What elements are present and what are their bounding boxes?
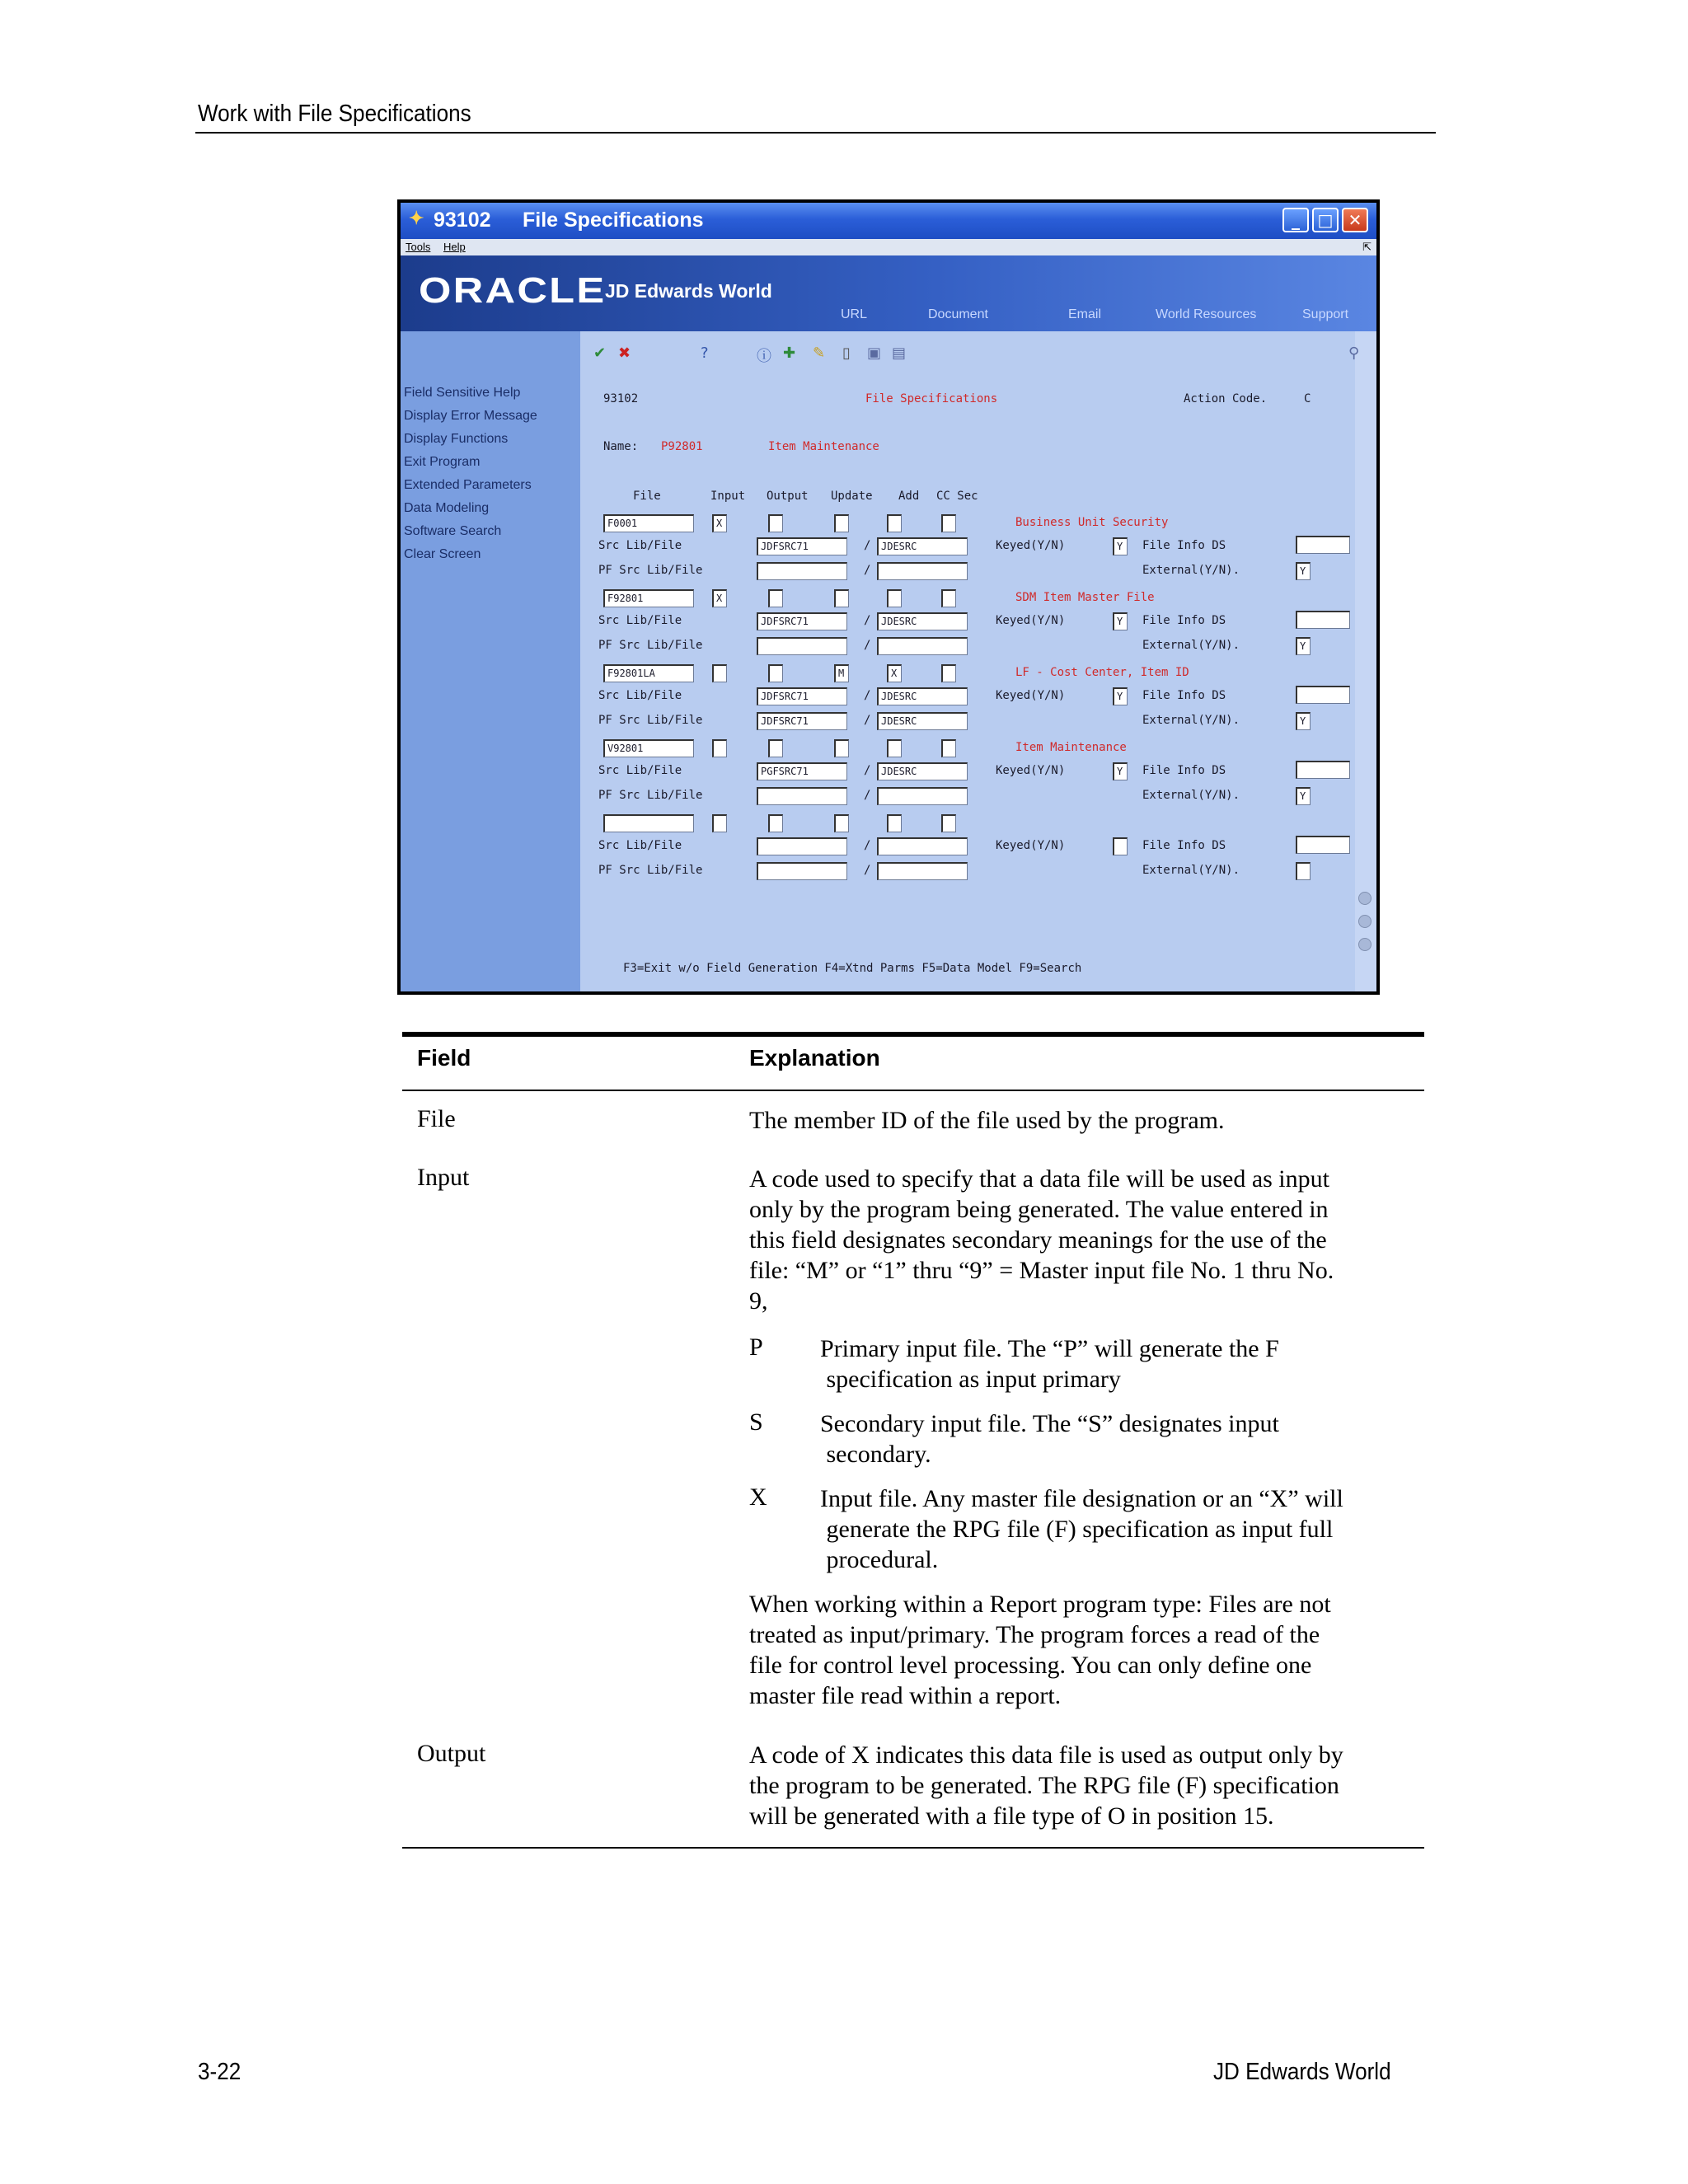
slash-separator: / <box>864 539 871 552</box>
text-line: A code used to specify that a data file will be used as input <box>749 1165 1329 1193</box>
oracle-logo: ORACLE <box>419 270 607 311</box>
text-line: master file read within a report. <box>749 1682 1062 1709</box>
link-email[interactable]: Email <box>1068 307 1102 321</box>
menu-help[interactable]: Help <box>443 241 466 253</box>
col-header-update: Update <box>831 490 873 503</box>
link-document[interactable]: Document <box>928 307 988 321</box>
keyed-field[interactable]: Y <box>1113 612 1128 630</box>
name-label: Name: <box>603 440 639 453</box>
pf-src-file-field[interactable] <box>877 787 968 805</box>
src-lib-field[interactable]: JDFSRC71 <box>757 537 847 555</box>
brand-banner <box>401 255 1376 331</box>
file-info-ds-label: File Info DS <box>1142 614 1226 627</box>
page-header: Work with File Specifications <box>198 101 471 127</box>
input-code-x-text <box>820 1483 1414 1575</box>
input-code-p: P <box>749 1333 763 1361</box>
input-code-s: S <box>749 1408 763 1436</box>
pf-src-lib-file-label: PF Src Lib/File <box>598 639 703 652</box>
explanation-output <box>749 1740 1409 1831</box>
footer-title: JD Edwards World <box>1213 2059 1391 2085</box>
file-info-ds-field[interactable] <box>1296 536 1350 554</box>
external-field[interactable]: Y <box>1296 562 1311 580</box>
input-flag-field[interactable]: X <box>712 514 727 532</box>
file-info-ds-field[interactable] <box>1296 611 1350 629</box>
add-plus-icon[interactable]: ✚ <box>783 344 796 362</box>
cancel-x-icon[interactable]: ✖ <box>618 344 631 362</box>
update-flag-field[interactable] <box>834 739 849 757</box>
file-description: LF - Cost Center, Item ID <box>1015 666 1189 679</box>
file-description: Business Unit Security <box>1015 516 1169 529</box>
text-line: 9, <box>749 1287 768 1315</box>
add-flag-field[interactable] <box>887 589 902 607</box>
update-flag-field[interactable] <box>834 514 849 532</box>
input-flag-field[interactable] <box>712 739 727 757</box>
action-code-label: Action Code. <box>1184 392 1268 405</box>
external-label: External(Y/N). <box>1142 789 1240 802</box>
src-file-field[interactable]: JDESRC <box>877 687 968 705</box>
src-lib-field[interactable]: JDFSRC71 <box>757 612 847 630</box>
update-flag-field[interactable]: M <box>834 664 849 682</box>
cc-sec-flag-field[interactable] <box>941 514 956 532</box>
update-flag-field[interactable] <box>834 814 849 832</box>
keyed-label: Keyed(Y/N) <box>996 539 1066 552</box>
external-label: External(Y/N). <box>1142 639 1240 652</box>
file-info-ds-label: File Info DS <box>1142 839 1226 852</box>
external-label: External(Y/N). <box>1142 864 1240 877</box>
keyed-field[interactable]: Y <box>1113 762 1128 780</box>
pf-src-lib-field[interactable] <box>757 562 847 580</box>
input-code-s-text <box>820 1408 1414 1469</box>
text-line: Secondary input file. The “S” designates input <box>820 1410 1279 1437</box>
link-world-resources[interactable]: World Resources <box>1156 307 1257 321</box>
left-menu-clear-screen[interactable]: Clear Screen <box>404 547 481 561</box>
input-code-p-text <box>820 1333 1414 1394</box>
slash-separator: / <box>864 714 871 727</box>
pf-src-lib-field[interactable]: JDFSRC71 <box>757 712 847 730</box>
text-line: the program to be generated. The RPG file (F) specification <box>749 1772 1339 1799</box>
external-field[interactable]: Y <box>1296 712 1311 730</box>
pf-src-file-field[interactable] <box>877 562 968 580</box>
add-flag-field[interactable] <box>887 514 902 532</box>
menu-tools[interactable]: Tools <box>406 241 431 253</box>
keyed-field[interactable] <box>1113 837 1128 855</box>
file-name-field[interactable] <box>603 814 694 832</box>
text-line: only by the program being generated. The value entered in <box>749 1196 1329 1223</box>
slash-separator: / <box>864 789 871 802</box>
add-flag-field[interactable] <box>887 814 902 832</box>
left-menu-data-modeling[interactable]: Data Modeling <box>404 501 490 515</box>
text-line: procedural. <box>820 1546 939 1573</box>
src-lib-file-label: Src Lib/File <box>598 764 682 777</box>
src-lib-file-label: Src Lib/File <box>598 539 682 552</box>
page-number: 3-22 <box>198 2059 241 2085</box>
header-rule <box>195 132 1436 134</box>
file-description: Item Maintenance <box>1015 741 1127 754</box>
src-lib-file-label: Src Lib/File <box>598 614 682 627</box>
zoom-icon[interactable] <box>1358 938 1372 951</box>
file-name-field[interactable]: F92801 <box>603 589 694 607</box>
file-name-field[interactable]: F92801LA <box>603 664 694 682</box>
output-flag-field[interactable] <box>768 664 783 682</box>
input-flag-field[interactable] <box>712 814 727 832</box>
field-name-output: Output <box>417 1740 486 1767</box>
text-line: When working within a Report program type: Files are not <box>749 1591 1331 1618</box>
table-header-explanation: Explanation <box>749 1045 880 1071</box>
app-star-icon: ✦ <box>409 208 424 228</box>
cc-sec-flag-field[interactable] <box>941 589 956 607</box>
slash-separator: / <box>864 689 871 702</box>
file-description: SDM Item Master File <box>1015 591 1155 604</box>
src-file-field[interactable]: JDESRC <box>877 762 968 780</box>
table-bottom-rule <box>402 1847 1424 1849</box>
close-button[interactable]: ✕ <box>1342 208 1368 232</box>
col-header-cc-sec: CC Sec <box>936 490 978 503</box>
action-code-value[interactable]: C <box>1304 392 1311 405</box>
pf-src-file-field[interactable] <box>877 637 968 655</box>
input-code-x: X <box>749 1483 767 1511</box>
table-top-rule <box>402 1032 1424 1037</box>
table-header-rule <box>402 1090 1424 1091</box>
text-line: this field designates secondary meanings for the use of the <box>749 1226 1327 1254</box>
left-menu-extended-parameters[interactable]: Extended Parameters <box>404 478 532 492</box>
slash-separator: / <box>864 614 871 627</box>
pf-src-lib-file-label: PF Src Lib/File <box>598 864 703 877</box>
cc-sec-flag-field[interactable] <box>941 814 956 832</box>
text-line: secondary. <box>820 1441 931 1468</box>
keyed-label: Keyed(Y/N) <box>996 839 1066 852</box>
window-title: File Specifications <box>523 209 704 232</box>
col-header-output: Output <box>767 490 809 503</box>
keyed-field[interactable]: Y <box>1113 687 1128 705</box>
keyed-field[interactable]: Y <box>1113 537 1128 555</box>
col-header-input: Input <box>710 490 746 503</box>
output-flag-field[interactable] <box>768 739 783 757</box>
ok-check-icon[interactable]: ✔ <box>593 344 607 362</box>
explanation-file: The member ID of the file used by the program. <box>749 1107 1225 1134</box>
scroll-down-icon[interactable] <box>1358 915 1372 928</box>
name-value[interactable]: P92801 <box>661 440 703 453</box>
input-flag-field[interactable]: X <box>712 589 727 607</box>
left-menu-field-sensitive-help[interactable]: Field Sensitive Help <box>404 386 521 400</box>
minimize-button[interactable]: _ <box>1282 208 1309 232</box>
file-info-ds-field[interactable] <box>1296 686 1350 704</box>
src-file-field[interactable] <box>877 837 968 855</box>
text-line: specification as input primary <box>820 1366 1121 1393</box>
field-name-input: Input <box>417 1164 470 1191</box>
col-header-file: File <box>633 490 661 503</box>
pf-src-lib-file-label: PF Src Lib/File <box>598 564 703 577</box>
function-keys: F3=Exit w/o Field Generation F4=Xtnd Parms F5=Data Model F9=Search <box>623 962 1082 975</box>
text-line: Input file. Any master file designation or an “X” will <box>820 1485 1343 1512</box>
external-label: External(Y/N). <box>1142 714 1240 727</box>
output-flag-field[interactable] <box>768 814 783 832</box>
slash-separator: / <box>864 764 871 777</box>
external-field[interactable]: Y <box>1296 637 1311 655</box>
export-icon[interactable]: ▤ <box>892 344 907 362</box>
delete-trash-icon[interactable]: ▯ <box>842 344 851 362</box>
keyed-label: Keyed(Y/N) <box>996 764 1066 777</box>
pf-src-lib-file-label: PF Src Lib/File <box>598 714 703 727</box>
text-line: treated as input/primary. The program forces a read of the <box>749 1621 1320 1648</box>
field-name-file: File <box>417 1105 456 1132</box>
pf-src-lib-field[interactable] <box>757 637 847 655</box>
update-flag-field[interactable] <box>834 589 849 607</box>
scroll-up-icon[interactable] <box>1358 892 1372 905</box>
maximize-button[interactable]: □ <box>1312 208 1339 232</box>
window-program-code: 93102 <box>434 209 491 232</box>
search-icon[interactable]: ⚲ <box>1348 344 1360 362</box>
slash-separator: / <box>864 839 871 852</box>
output-flag-field[interactable] <box>768 589 783 607</box>
menu-bar <box>401 239 1376 255</box>
input-flag-field[interactable] <box>712 664 727 682</box>
name-desc: Item Maintenance <box>768 440 879 453</box>
pin-icon[interactable]: ⇱ <box>1362 241 1372 253</box>
file-info-ds-field[interactable] <box>1296 836 1350 854</box>
file-name-field[interactable]: V92801 <box>603 739 694 757</box>
src-lib-field[interactable] <box>757 837 847 855</box>
pf-src-lib-field[interactable] <box>757 787 847 805</box>
text-line: generate the RPG file (F) specification as input full <box>820 1516 1334 1543</box>
table-header-field: Field <box>417 1045 471 1071</box>
pf-src-lib-file-label: PF Src Lib/File <box>598 789 703 802</box>
application-window <box>397 199 1380 995</box>
text-line: file: “M” or “1” thru “9” = Master input file No. 1 thru No. <box>749 1257 1334 1284</box>
src-lib-field[interactable]: PGFSRC71 <box>757 762 847 780</box>
src-lib-file-label: Src Lib/File <box>598 689 682 702</box>
title-bar <box>401 203 1376 239</box>
slash-separator: / <box>864 564 871 577</box>
external-field[interactable] <box>1296 862 1311 880</box>
file-name-field[interactable]: F0001 <box>603 514 694 532</box>
slash-separator: / <box>864 864 871 877</box>
src-lib-field[interactable]: JDFSRC71 <box>757 687 847 705</box>
left-menu-exit-program[interactable]: Exit Program <box>404 455 481 469</box>
left-menu-panel <box>401 331 580 991</box>
help-question-icon[interactable]: ? <box>701 344 709 362</box>
output-flag-field[interactable] <box>768 514 783 532</box>
screen-title: File Specifications <box>865 392 998 405</box>
right-strip <box>1355 331 1376 991</box>
src-file-field[interactable]: JDESRC <box>877 612 968 630</box>
left-menu-display-error-message[interactable]: Display Error Message <box>404 409 537 423</box>
file-info-ds-label: File Info DS <box>1142 689 1226 702</box>
print-icon[interactable]: ▣ <box>867 344 882 362</box>
text-line: will be generated with a file type of O in position 15. <box>749 1802 1274 1830</box>
link-url[interactable]: URL <box>841 307 868 321</box>
cc-sec-flag-field[interactable] <box>941 664 956 682</box>
keyed-label: Keyed(Y/N) <box>996 689 1066 702</box>
info-icon[interactable]: ⓘ <box>757 348 771 365</box>
add-flag-field[interactable] <box>887 739 902 757</box>
file-info-ds-field[interactable] <box>1296 761 1350 779</box>
product-name: JD Edwards World <box>605 280 772 302</box>
text-line: Primary input file. The “P” will generate the F <box>820 1335 1279 1362</box>
file-info-ds-label: File Info DS <box>1142 539 1226 552</box>
screen-program-id: 93102 <box>603 392 639 405</box>
left-menu-software-search[interactable]: Software Search <box>404 524 502 538</box>
src-lib-file-label: Src Lib/File <box>598 839 682 852</box>
text-line: A code of X indicates this data file is used as output only by <box>749 1741 1343 1769</box>
pf-src-file-field[interactable] <box>877 862 968 880</box>
input-report-note <box>749 1589 1409 1711</box>
text-line: file for control level processing. You can only define one <box>749 1652 1312 1679</box>
link-support[interactable]: Support <box>1302 307 1349 321</box>
external-label: External(Y/N). <box>1142 564 1240 577</box>
src-file-field[interactable]: JDESRC <box>877 537 968 555</box>
col-header-add: Add <box>898 490 920 503</box>
green-screen-area <box>580 331 1376 991</box>
external-field[interactable]: Y <box>1296 787 1311 805</box>
explanation-input <box>749 1164 1409 1316</box>
left-menu-display-functions[interactable]: Display Functions <box>404 432 509 446</box>
file-info-ds-label: File Info DS <box>1142 764 1226 777</box>
slash-separator: / <box>864 639 871 652</box>
change-pencil-icon[interactable]: ✎ <box>813 344 826 362</box>
keyed-label: Keyed(Y/N) <box>996 614 1066 627</box>
pf-src-file-field[interactable]: JDESRC <box>877 712 968 730</box>
add-flag-field[interactable]: X <box>887 664 902 682</box>
cc-sec-flag-field[interactable] <box>941 739 956 757</box>
pf-src-lib-field[interactable] <box>757 862 847 880</box>
